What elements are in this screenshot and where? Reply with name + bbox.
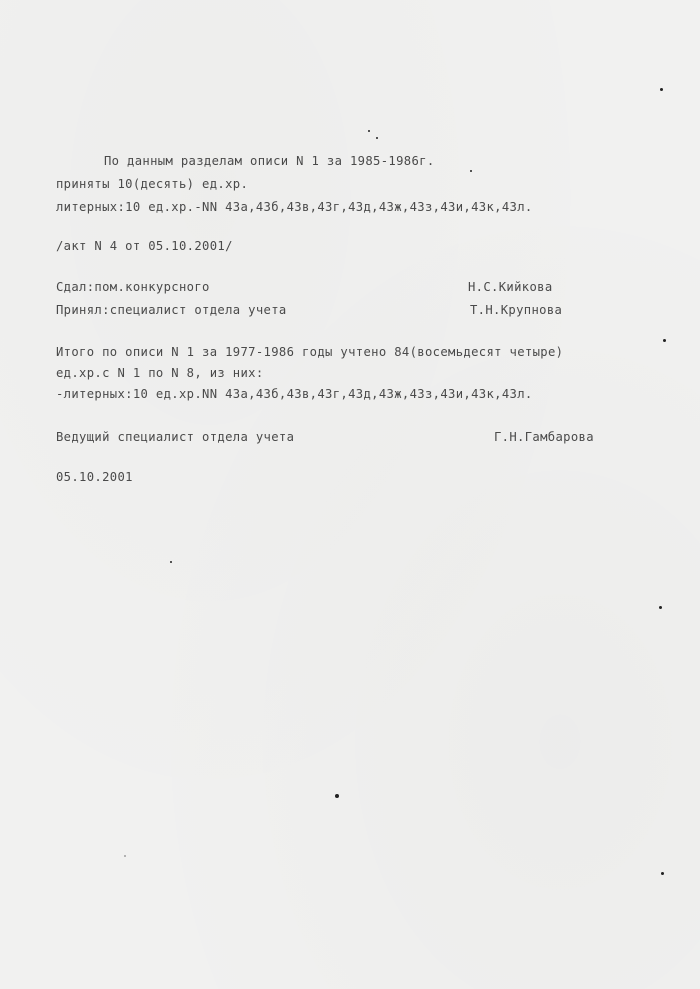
- summary-line2: ед.хр.с N 1 по N 8, из них:: [56, 366, 264, 380]
- handover-gave-label: Сдал:пом.конкурсного: [56, 280, 210, 294]
- speck-mark: [124, 855, 126, 857]
- speck-mark: [335, 794, 339, 798]
- speck-mark: [661, 872, 664, 875]
- speck-mark: [376, 137, 378, 139]
- speck-mark: [470, 170, 472, 172]
- para1-line2: приняты 10(десять) ед.хр.: [56, 177, 249, 191]
- signature-name: Г.Н.Гамбарова: [494, 430, 594, 444]
- summary-line1: Итого по описи N 1 за 1977-1986 годы учтено 84(восемьдесят четыре): [56, 345, 564, 359]
- document-date: 05.10.2001: [56, 470, 133, 484]
- speck-mark: [659, 606, 662, 609]
- speck-mark: [660, 88, 663, 91]
- speck-mark: [663, 339, 666, 342]
- handover-received-label: Принял:специалист отдела учета: [56, 303, 287, 317]
- handover-gave-name: Н.С.Кийкова: [468, 280, 553, 294]
- para1-line1: По данным разделам описи N 1 за 1985-1986г.: [104, 154, 435, 168]
- signature-title: Ведущий специалист отдела учета: [56, 430, 295, 444]
- speck-mark: [170, 561, 172, 563]
- para1-line3: литерных:10 ед.хр.-NN 43а,43б,43в,43г,43д,43ж,43з,43и,43к,43л.: [56, 200, 533, 214]
- summary-line3: -литерных:10 ед.хр.NN 43а,43б,43в,43г,43д,43ж,43з,43и,43к,43л.: [56, 387, 533, 401]
- act-reference: /акт N 4 от 05.10.2001/: [56, 239, 233, 253]
- speck-mark: [368, 130, 370, 132]
- handover-received-name: Т.Н.Крупнова: [470, 303, 563, 317]
